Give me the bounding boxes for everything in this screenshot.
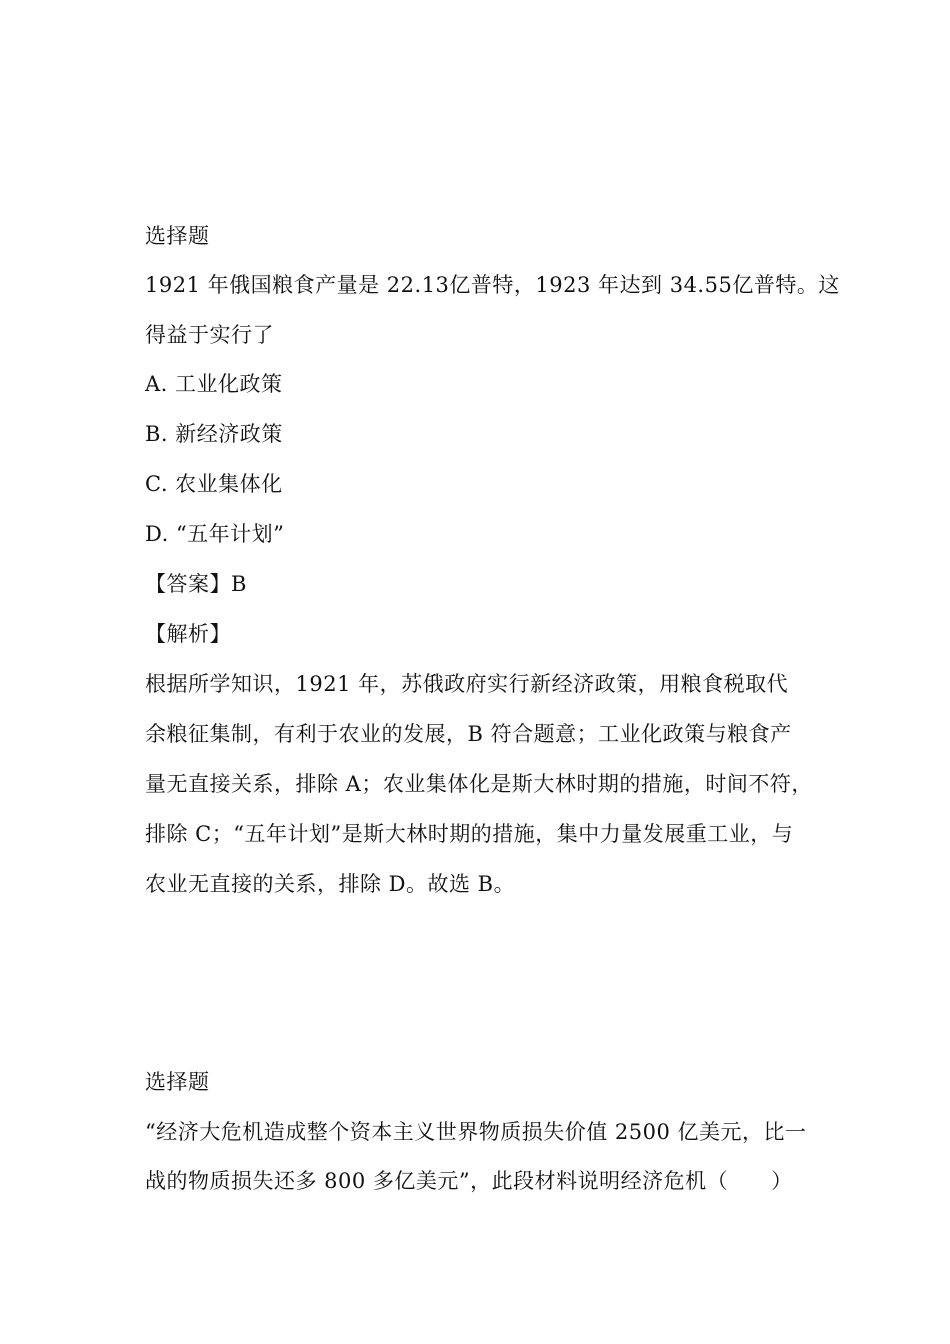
question-stem-line: “经济大危机造成整个资本主义世界物质损失价值 2500 亿美元，比一 xyxy=(145,1120,807,1144)
analysis-line: 余粮征集制，有利于农业的发展，B 符合题意；工业化政策与粮食产 xyxy=(145,722,792,746)
analysis-line: 排除 C；“五年计划”是斯大林时期的措施，集中力量发展重工业，与 xyxy=(145,822,794,846)
question-stem-line: 1921 年俄国粮食产量是 22.13亿普特，1923 年达到 34.55亿普特。这 xyxy=(145,273,840,297)
answer-line: 【答案】B xyxy=(145,572,247,596)
analysis-line: 量无直接关系，排除 A；农业集体化是斯大林时期的措施，时间不符， xyxy=(145,772,813,796)
option-d: D. “五年计划” xyxy=(145,522,285,546)
option-c: C. 农业集体化 xyxy=(145,472,283,496)
analysis-heading: 【解析】 xyxy=(145,622,231,646)
analysis-line: 根据所学知识，1921 年，苏俄政府实行新经济政策，用粮食税取代 xyxy=(145,672,789,696)
option-a: A. 工业化政策 xyxy=(145,372,283,396)
option-b: B. 新经济政策 xyxy=(145,422,283,446)
analysis-line: 农业无直接的关系，排除 D。故选 B。 xyxy=(145,872,516,896)
question-type-label: 选择题 xyxy=(145,224,210,248)
question-stem-line: 战的物质损失还多 800 多亿美元”，此段材料说明经济危机（ ） xyxy=(145,1169,793,1193)
question-stem-line: 得益于实行了 xyxy=(145,323,274,347)
question-type-label: 选择题 xyxy=(145,1070,210,1094)
